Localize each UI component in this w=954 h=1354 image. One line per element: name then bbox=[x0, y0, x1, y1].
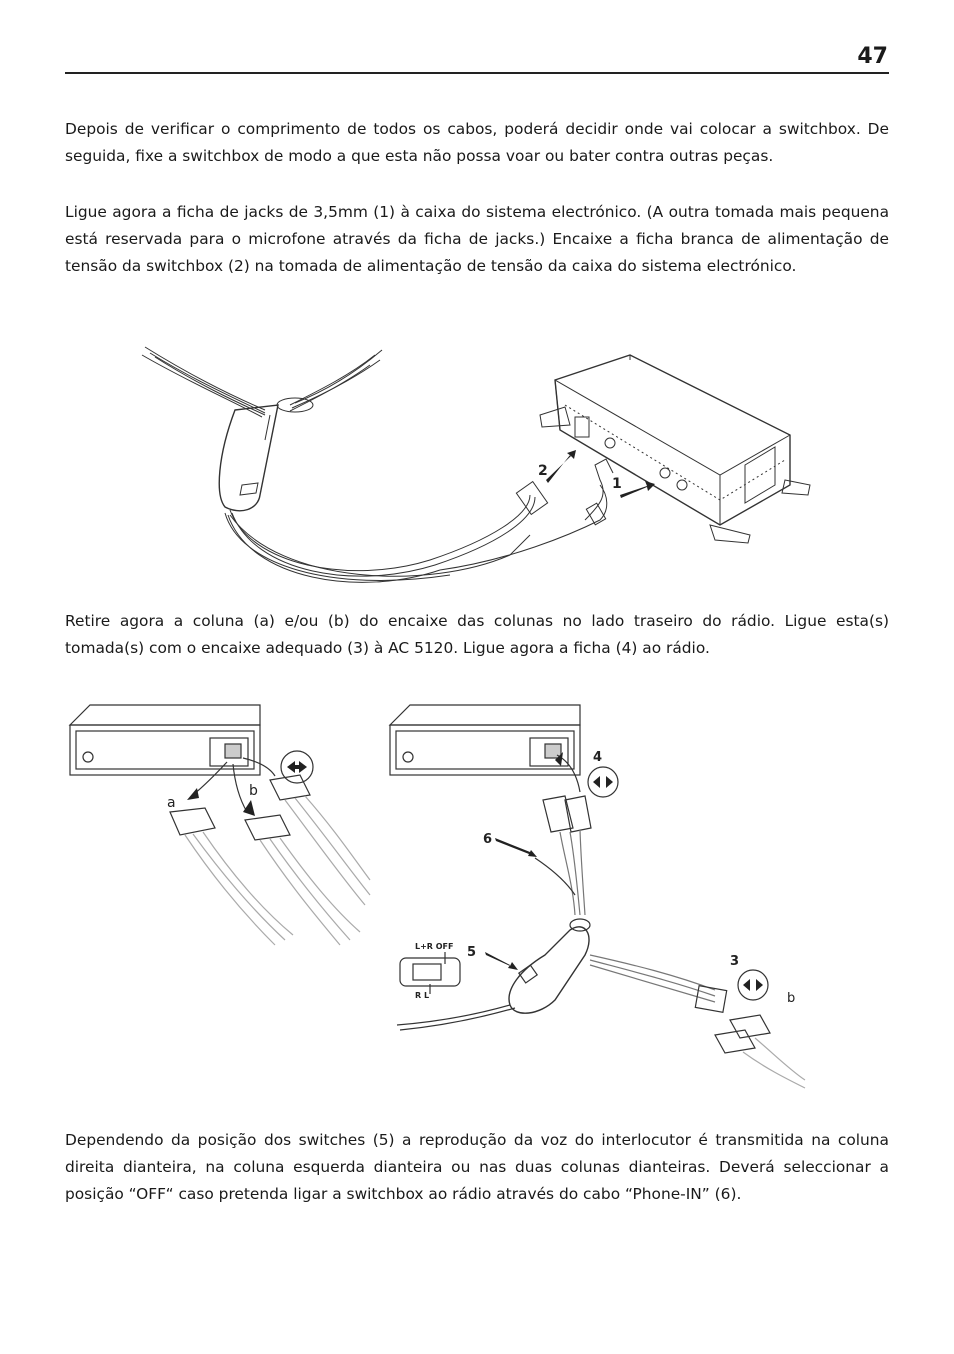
figure-radio-speaker-plugs bbox=[65, 700, 375, 960]
switch-label-top: L+R OFF bbox=[415, 942, 454, 951]
switch-label-bottom: R L bbox=[415, 991, 430, 1000]
page-number: 47 bbox=[857, 44, 888, 69]
label-1: 1 bbox=[612, 476, 622, 492]
label-2: 2 bbox=[538, 463, 548, 479]
label-b-harness: b bbox=[787, 991, 796, 1006]
label-6: 6 bbox=[483, 832, 493, 847]
figure-switchbox-connection bbox=[130, 335, 820, 600]
label-b: b bbox=[249, 783, 258, 799]
header-rule bbox=[65, 72, 889, 74]
label-4: 4 bbox=[593, 750, 603, 765]
paragraph-1: Depois de verificar o comprimento de todos os cabos, poderá decidir onde vai colocar a switchbox. De seguida, fixe a switchbox de modo a que esta não possa voar ou bater contra outras peças. bbox=[65, 120, 889, 165]
label-a: a bbox=[167, 795, 176, 811]
label-3: 3 bbox=[730, 954, 740, 969]
paragraph-4: Dependendo da posição dos switches (5) a reprodução da voz do interlocutor é transmitida na coluna direita dianteira, na coluna esquerda dianteira ou nas duas colunas dianteiras. Deverá seleccionar a posição “OFF“ caso pretenda ligar a switchbox ao rádio através do cabo “Phone-IN” (6). bbox=[65, 1131, 889, 1203]
figure-harness-connection bbox=[385, 700, 815, 1090]
paragraph-2: Ligue agora a ficha de jacks de 3,5mm (1) à caixa do sistema electrónico. (A outra tomada mais pequena está reservada para o microfone através da ficha de jacks.) Encaixe a ficha branca de alimentação de tensão da switchbox (2) na tomada de alimentação de tensão da caixa do sistema electrónico. bbox=[65, 203, 889, 275]
label-5: 5 bbox=[467, 945, 477, 960]
paragraph-3: Retire agora a coluna (a) e/ou (b) do encaixe das colunas no lado traseiro do rádio. Ligue esta(s) tomada(s) com o encaixe adequado (3) à AC 5120. Ligue agora a ficha (4) ao rádio. bbox=[65, 612, 889, 657]
